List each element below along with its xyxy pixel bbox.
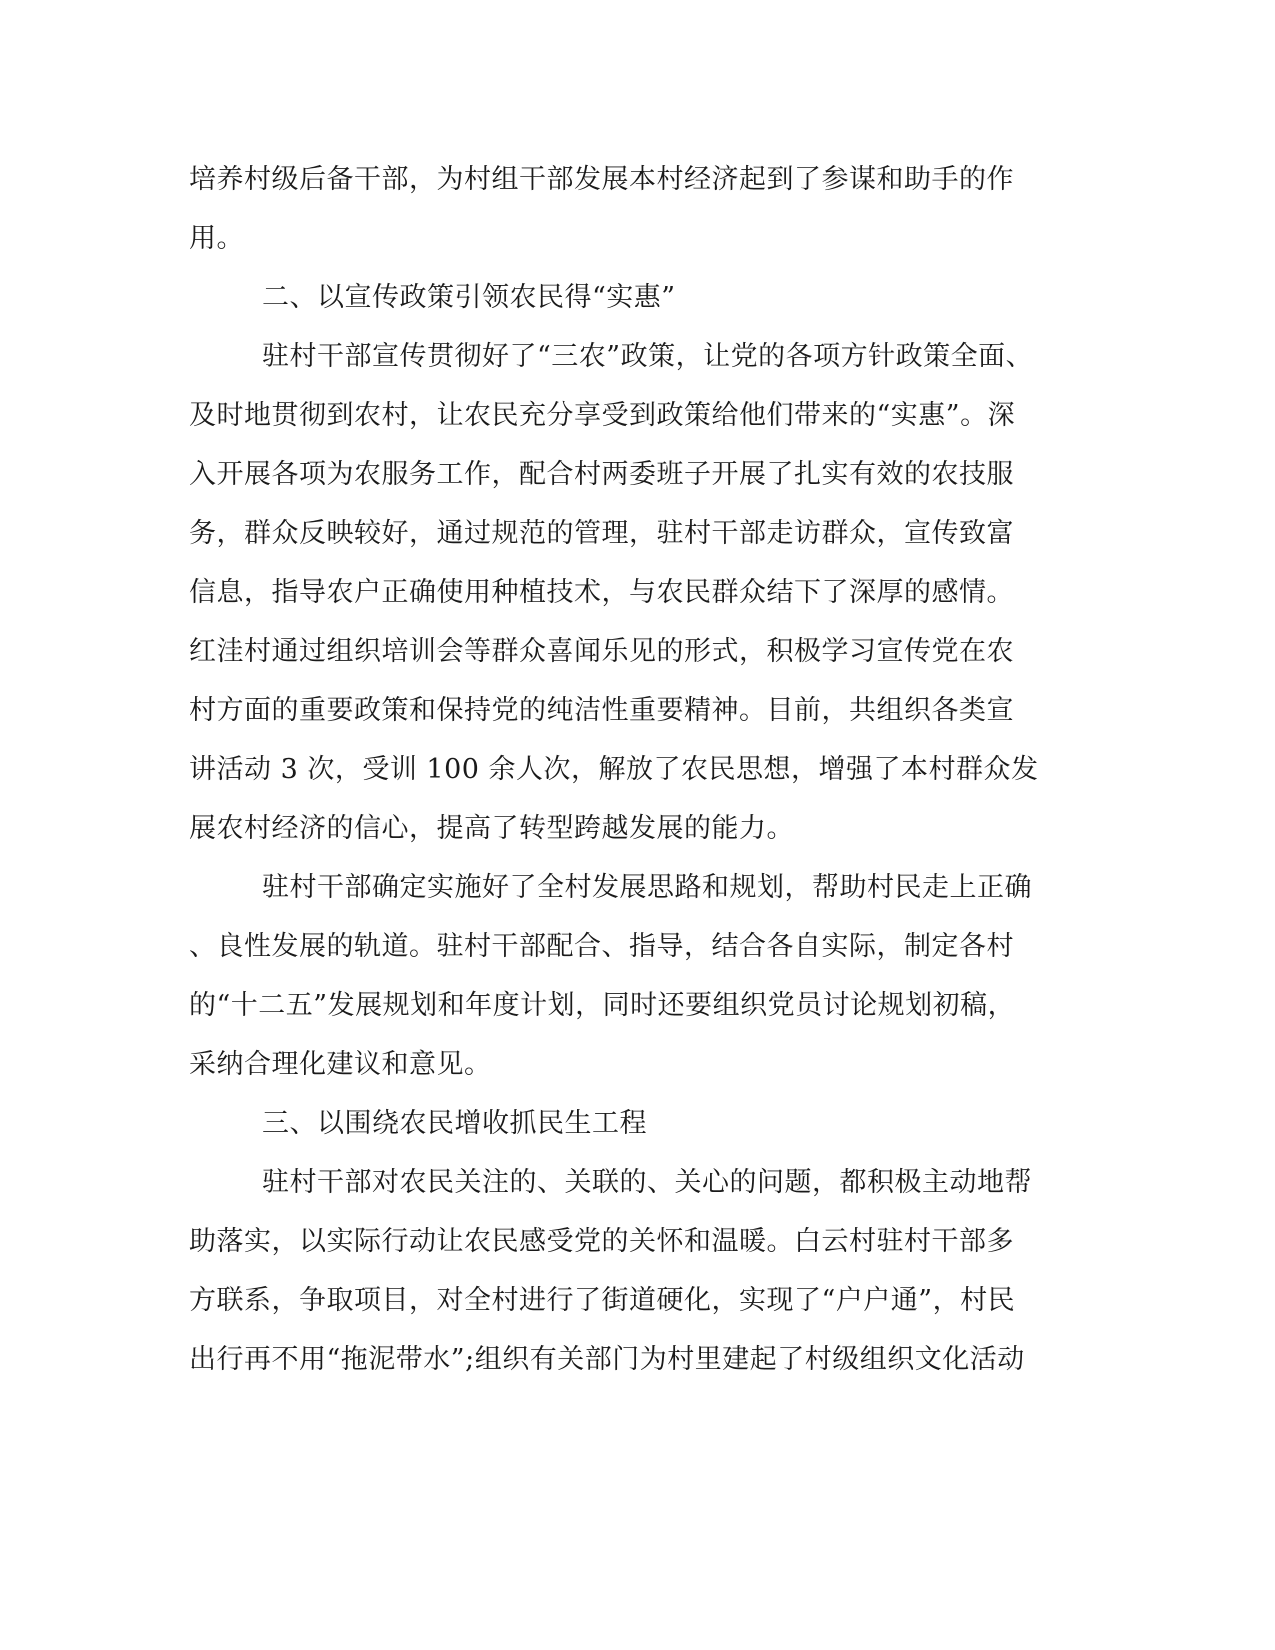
text-line: 展农村经济的信心，提高了转型跨越发展的能力。 — [189, 813, 794, 844]
text-line: 采纳合理化建议和意见。 — [189, 1049, 492, 1080]
text-line: 及时地贯彻到农村，让农民充分享受到政策给他们带来的“实惠”。深 — [189, 400, 1016, 431]
text-line: 信息，指导农户正确使用种植技术，与农民群众结下了深厚的感情。 — [189, 577, 1014, 608]
text-line: 红洼村通过组织培训会等群众喜闻乐见的形式，积极学习宣传党在农 — [189, 636, 1014, 667]
section-heading: 三、以围绕农民增收抓民生工程 — [262, 1108, 647, 1139]
section-heading: 二、以宣传政策引领农民得“实惠” — [262, 282, 676, 313]
text-line: 用。 — [189, 223, 244, 254]
text-line: 助落实，以实际行动让农民感受党的关怀和温暖。白云村驻村干部多 — [189, 1226, 1014, 1257]
paragraph-start: 驻村干部确定实施好了全村发展思路和规划，帮助村民走上正确 — [262, 872, 1032, 903]
paragraph-start: 驻村干部宣传贯彻好了“三农”政策，让党的各项方针政策全面、 — [262, 341, 1034, 372]
text-line: 入开展各项为农服务工作，配合村两委班子开展了扎实有效的农技服 — [189, 459, 1014, 490]
text-line: 村方面的重要政策和保持党的纯洁性重要精神。目前，共组织各类宣 — [189, 695, 1014, 726]
text-line: 讲活动 3 次，受训 100 余人次，解放了农民思想，增强了本村群众发 — [189, 754, 1039, 785]
text-line: 、良性发展的轨道。驻村干部配合、指导，结合各自实际，制定各村 — [189, 931, 1014, 962]
text-line: 的“十二五”发展规划和年度计划，同时还要组织党员讨论规划初稿， — [189, 990, 1016, 1021]
text-line: 方联系，争取项目，对全村进行了街道硬化，实现了“户户通”，村民 — [189, 1285, 1016, 1316]
text-line: 出行再不用“拖泥带水”;组织有关部门为村里建起了村级组织文化活动 — [189, 1344, 1025, 1375]
paragraph-start: 驻村干部对农民关注的、关联的、关心的问题，都积极主动地帮 — [262, 1167, 1032, 1198]
text-line: 培养村级后备干部，为村组干部发展本村经济起到了参谋和助手的作 — [189, 164, 1014, 195]
text-line: 务，群众反映较好，通过规范的管理，驻村干部走访群众，宣传致富 — [189, 518, 1014, 549]
